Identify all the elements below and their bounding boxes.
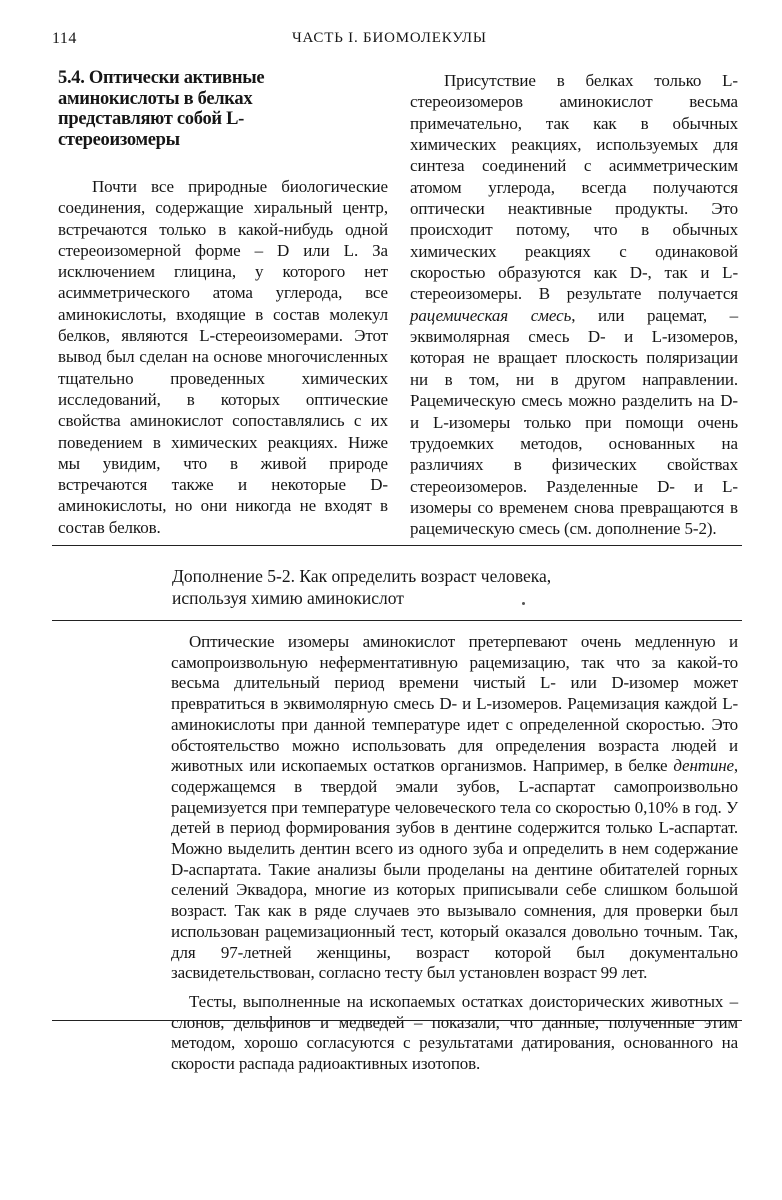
right-paragraph (410, 70, 738, 540)
right-column (410, 70, 738, 540)
racemic-mixture-term: рацемическая смесь (410, 305, 572, 325)
chapter-title: ЧАСТЬ I. БИОМОЛЕКУЛЫ (292, 30, 487, 46)
left-paragraph: Почти все природные биологические соединения, содержащие хиральный центр, встречаются только в какой-нибудь одной стереоизомерной форме – D или L. За исключением глицина, у которого нет асимметрического атома углерода, все аминокислоты, входящие в состав молекул белков, являются L-стереоизомерами. Этот вывод был сделан на основе многочисленных тщательно проведенных химических исследований, в которых оптические свойства аминокислот сопоставлялись с их поведением в химических реакциях. Ниже мы увидим, что в живой природе встречаются также и некоторые D-аминокислоты, но они никогда не входят в состав белков. (58, 177, 388, 537)
box-paragraph-2: Тесты, выполненные на ископаемых остатках доисторических животных – слонов, дельфинов и медведей – показали, что данные, полученные этим методом, хорошо согласуются с результатами датирования, основанного на скорости распада радиоактивных изотопов. (171, 991, 738, 1074)
right-text-before: Присутствие в белках только L-стереоизомеров аминокислот весьма примечательно, так как в обычных химических реакциях, используемых для синтеза соединений с асимметрическим атомом углерода, всегда получаются оптически неактивные продукты. Это происходит потому, что в обычных химических реакциях с одинаковой скоростью образуются как D-, так и L-стереоизомеры. В результате получается (410, 71, 738, 304)
box-paragraph-1 (171, 632, 738, 984)
left-column (58, 68, 388, 538)
box-top-rule (52, 545, 742, 546)
dentin-term: дентине (673, 756, 734, 776)
running-head (52, 30, 742, 54)
page-number: 114 (52, 30, 77, 47)
scan-speck (522, 602, 525, 605)
box-p1-before: Оптические изомеры аминокислот претерпевают очень медленную и самопроизвольную неферментативную рацемизацию, так что за какой-то весьма длительный период времени чистый L- или D-изомер может превратиться в эквимолярную смесь D- и L-изомеров. Рацемизация каждой L-аминокислоты при данной температуре идет с определенной скоростью. Это обстоятельство можно использовать для определения возраста людей и животных или ископаемых остатков организмов. Например, в белке (171, 632, 738, 776)
box-title-line-2: используя химию аминокислот (172, 588, 404, 608)
section-heading: 5.4. Оптически активные аминокислоты в белках представляют собой L-стереоизомеры (58, 68, 265, 150)
box-bottom-rule (52, 1020, 742, 1021)
box-p1-after: , содержащемся в твердой эмали зубов, L-аспартат самопроизвольно рацемизуется при температуре человеческого тела со скоростью 0,10% в год. У детей в период формирования зубов в дентине содержится только L-аспартат. Можно выделить дентин всего из одного зуба и определить в нем содержание D-аспартата. Такие анализы были проделаны на дентине обитателей горных селений Эквадора, многие из которых приписывали себе слишком большой возраст. Так как в ряде случаев это вызывало сомнения, для проверки был использован рацемизационный тест, который оказался довольно точным. Так, для 97-летней женщины, возраст которой был документально засвидетельствован, согласно тесту был установлен возраст 99 лет. (171, 756, 738, 983)
box-title (172, 565, 672, 609)
box-body (171, 632, 738, 1075)
box-title-line-1: Дополнение 5-2. Как определить возраст человека, (172, 566, 552, 586)
box-title-rule (52, 620, 742, 621)
right-text-after: , или рацемат, – эквимолярная смесь D- и L-изомеров, которая не вращает плоскость поляризации ни в том, ни в другом направлении. Рацемическую смесь можно разделить на D- и L-изомеры только при помощи очень трудоемких методов, основанных на различиях в физических свойствах стереоизомеров. Разделенные D- и L-изомеры со временем снова превращаются в рацемическую смесь (см. дополнение 5-2). (410, 305, 739, 539)
